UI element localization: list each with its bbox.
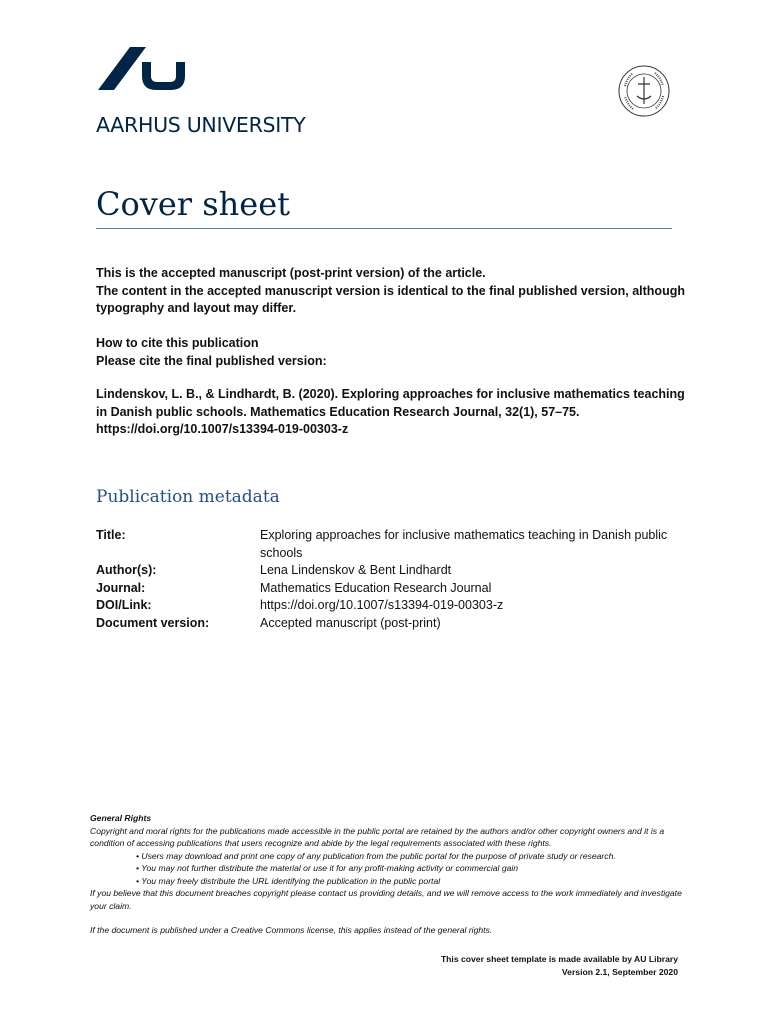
aarhus-university-logo (96, 44, 192, 94)
metadata-row-title (96, 527, 686, 562)
metadata-label: Journal: (96, 580, 146, 595)
spacer (90, 912, 690, 924)
citation-block (96, 386, 686, 439)
au-logo-mark-icon (96, 44, 192, 94)
metadata-value: Accepted manuscript (post-print) (260, 615, 441, 630)
footer-line-1: This cover sheet template is made available by AU Library (440, 954, 678, 964)
rights-paragraph: Copyright and moral rights for the publications made accessible in the public portal are retained by the authors and/or other copyright owners and it is a condition of accessing publications that users recognize and abide by the legal requirements associated with these rights. (90, 825, 665, 848)
cite-heading-block (96, 335, 686, 370)
citation-reference: Lindenskov, L. B., & Lindhardt, B. (2020). Exploring approaches for inclusive mathematics teaching in Danish public schools. Mathematics Education Research Journal, 32(1), 57–75. (96, 387, 685, 419)
citation-doi-link[interactable]: https://doi.org/10.1007/s13394-019-00303-z (96, 422, 349, 436)
metadata-heading: Publication metadata (96, 487, 280, 507)
metadata-doi-link[interactable]: https://doi.org/10.1007/s13394-019-00303-z (260, 598, 504, 612)
title-divider (96, 228, 672, 229)
cite-heading: How to cite this publication (96, 336, 259, 350)
metadata-row-authors (96, 562, 686, 580)
template-footer (441, 953, 678, 978)
metadata-row-version (96, 615, 686, 633)
metadata-row-doi (96, 597, 686, 615)
cite-instruction: Please cite the final published version: (96, 353, 327, 368)
metadata-label: DOI/Link: (96, 598, 152, 612)
metadata-value: Exploring approaches for inclusive mathematics teaching in Danish public schools (260, 528, 668, 560)
rights-paragraph: If you believe that this document breaches copyright please contact us providing details, and we will remove access to the work immediately and investigate your claim. (90, 888, 682, 911)
footer-line-2: Version 2.1, September 2020 (561, 966, 678, 977)
metadata-value: Mathematics Education Research Journal (260, 580, 492, 595)
intro-line-2: The content in the accepted manuscript version is identical to the final published version, although typography and layout may differ. (96, 283, 685, 315)
metadata-row-journal (96, 580, 686, 598)
metadata-table (96, 527, 686, 632)
cover-title: Cover sheet (96, 185, 290, 223)
rights-bullet: • Users may download and print one copy of any publication from the public portal for the purpose of private study or research. (136, 850, 616, 861)
rights-title: General Rights (90, 813, 152, 823)
intro-line-1: This is the accepted manuscript (post-print version) of the article. (96, 266, 486, 280)
rights-bullet: • You may not further distribute the material or use it for any profit-making activity or commercial gain (136, 863, 519, 873)
university-seal-icon (617, 64, 671, 118)
rights-paragraph: If the document is published under a Creative Commons license, this applies instead of the general rights. (90, 925, 493, 935)
metadata-label: Title: (96, 528, 126, 542)
rights-bullet: • You may freely distribute the URL identifying the publication in the public portal (136, 875, 441, 886)
metadata-label: Document version: (96, 615, 210, 630)
metadata-label: Author(s): (96, 563, 157, 577)
intro-block (96, 265, 686, 318)
general-rights-block (90, 812, 690, 937)
metadata-value: Lena Lindenskov & Bent Lindhardt (260, 563, 452, 577)
university-name: AARHUS UNIVERSITY (96, 113, 306, 137)
